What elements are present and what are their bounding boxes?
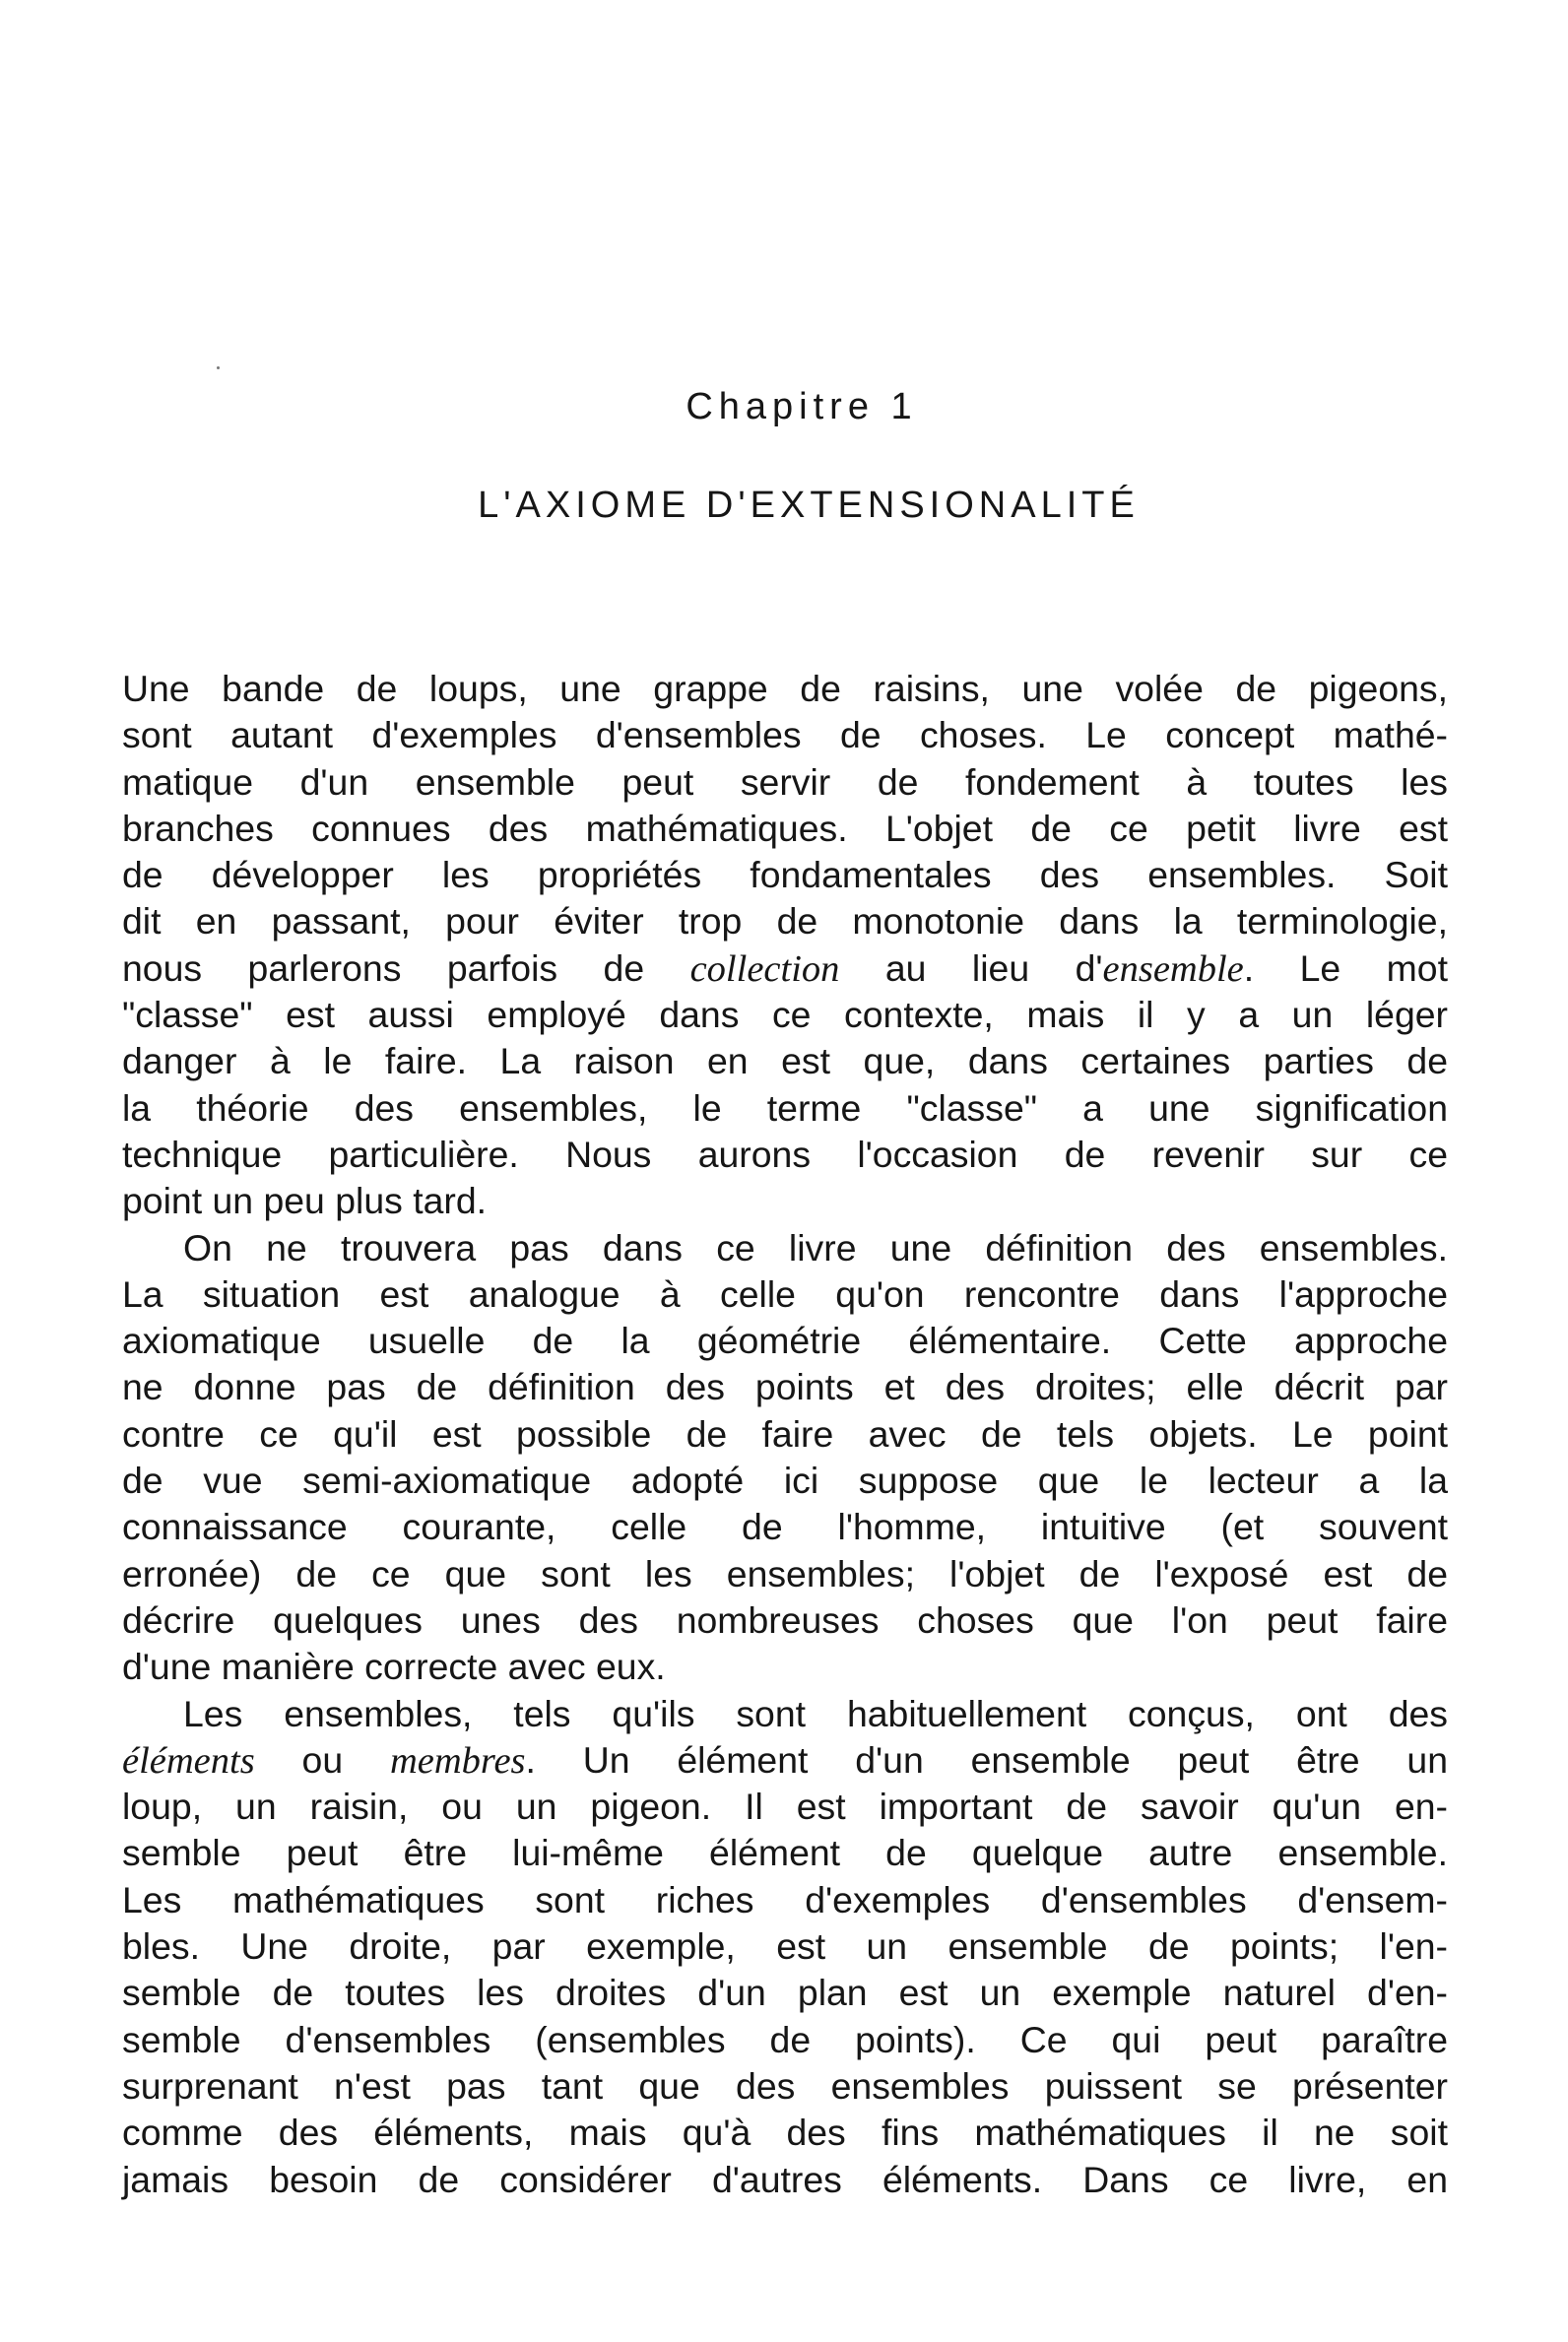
text-segment: décrire quelques unes des nombreuses choses que l'on peut faire xyxy=(122,1598,1448,1641)
text-segment: Les ensembles, tels qu'ils sont habituellement conçus, ont des xyxy=(183,1692,1448,1734)
text-segment: jamais besoin de considérer d'autres éléments. Dans ce livre, en xyxy=(122,2158,1448,2200)
text-segment: . Un élément d'un ensemble peut être un xyxy=(525,1738,1448,1781)
text-line xyxy=(122,1877,1448,1923)
italic-term: collection xyxy=(689,947,840,990)
text-line xyxy=(122,712,1448,758)
text-segment: connaissance courante, celle de l'homme, intuitive (et souvent xyxy=(122,1506,1448,1548)
text-segment: matique d'un ensemble peut servir de fondement à toutes les xyxy=(122,760,1448,803)
text-segment: "classe" est aussi employé dans ce contexte, mais il y a un léger xyxy=(122,994,1448,1036)
chapter-title: L'AXIOME D'EXTENSIONALITÉ xyxy=(478,485,1140,526)
text-line xyxy=(122,1970,1448,2016)
text-line xyxy=(122,2017,1448,2063)
text-segment: dit en passant, pour éviter trop de monotonie dans la terminologie, xyxy=(122,900,1448,943)
text-line xyxy=(122,1364,1448,1410)
text-line xyxy=(122,806,1448,852)
text-line xyxy=(122,1551,1448,1597)
text-line xyxy=(122,1458,1448,1504)
italic-term: ensemble xyxy=(1102,947,1244,990)
text-segment: Une bande de loups, une grappe de raisins, une volée de pigeons, xyxy=(122,668,1448,709)
text-segment: semble de toutes les droites d'un plan est un exemple naturel d'en- xyxy=(122,1972,1448,2014)
text-line xyxy=(122,1271,1448,1318)
text-segment: au lieu d' xyxy=(839,946,1103,989)
text-line xyxy=(122,1597,1448,1644)
text-line xyxy=(122,1411,1448,1458)
text-segment: comme des éléments, mais qu'à des fins mathématiques il ne soit xyxy=(122,2112,1448,2154)
text-segment: technique particulière. Nous aurons l'occasion de revenir sur ce xyxy=(122,1133,1448,1175)
text-segment: La situation est analogue à celle qu'on rencontre dans l'approche xyxy=(122,1272,1448,1315)
text-line xyxy=(122,898,1448,944)
text-line xyxy=(122,1737,1448,1784)
text-segment: sont autant d'exemples d'ensembles de choses. Le concept mathé- xyxy=(122,714,1448,756)
text-segment: loup, un raisin, ou un pigeon. Il est important de savoir qu'un en- xyxy=(122,1786,1448,1828)
text-line xyxy=(122,666,1448,712)
text-line xyxy=(122,1504,1448,1550)
chapter-label: Chapitre 1 xyxy=(686,386,918,427)
text-segment: point un peu plus tard. xyxy=(122,1180,488,1222)
text-line xyxy=(122,2110,1448,2156)
italic-term: membres xyxy=(389,1739,526,1782)
text-segment: semble d'ensembles (ensembles de points). Ce qui peut paraître xyxy=(122,2018,1448,2060)
text-line xyxy=(122,1923,1448,1970)
text-segment: On ne trouvera pas dans ce livre une définition des ensembles. xyxy=(183,1226,1448,1269)
text-line xyxy=(122,1178,1448,1224)
text-segment: surprenant n'est pas tant que des ensembles puissent se présenter xyxy=(122,2064,1448,2107)
text-line xyxy=(122,1691,1448,1737)
text-line xyxy=(122,1784,1448,1830)
scan-speck xyxy=(217,366,220,369)
text-segment: de vue semi-axiomatique adopté ici suppose que le lecteur a la xyxy=(122,1460,1448,1502)
italic-term: éléments xyxy=(122,1739,255,1782)
text-segment: Les mathématiques sont riches d'exemples d'ensembles d'ensem- xyxy=(122,1878,1448,1920)
text-line xyxy=(122,852,1448,898)
text-line xyxy=(122,1644,1448,1690)
text-line xyxy=(122,1318,1448,1364)
text-segment: bles. Une droite, par exemple, est un ensemble de points; l'en- xyxy=(122,1925,1448,1968)
text-segment: erronée) de ce que sont les ensembles; l'objet de l'exposé est de xyxy=(122,1552,1448,1594)
text-segment: la théorie des ensembles, le terme "classe" a une signification xyxy=(122,1086,1448,1129)
text-line xyxy=(122,1132,1448,1178)
text-segment: . Le mot xyxy=(1243,946,1448,989)
text-line xyxy=(122,1085,1448,1132)
text-segment: nous parlerons parfois de xyxy=(122,946,690,989)
text-segment: ne donne pas de définition des points et des droites; elle décrit par xyxy=(122,1366,1448,1408)
text-line xyxy=(122,945,1448,992)
text-line xyxy=(122,1038,1448,1084)
text-segment: de développer les propriétés fondamentales des ensembles. Soit xyxy=(122,854,1448,896)
text-segment: ou xyxy=(254,1738,390,1781)
text-line xyxy=(122,1830,1448,1876)
text-segment: danger à le faire. La raison en est que, dans certaines parties de xyxy=(122,1040,1448,1082)
text-line xyxy=(122,2157,1448,2203)
text-segment: d'une manière correcte avec eux. xyxy=(122,1646,666,1688)
text-line xyxy=(122,2063,1448,2110)
text-segment: branches connues des mathématiques. L'objet de ce petit livre est xyxy=(122,807,1448,849)
text-segment: axiomatique usuelle de la géométrie élémentaire. Cette approche xyxy=(122,1320,1448,1362)
text-line xyxy=(122,759,1448,806)
body-text xyxy=(122,666,1448,2203)
text-line xyxy=(122,992,1448,1038)
text-line xyxy=(122,1225,1448,1271)
text-segment: contre ce qu'il est possible de faire avec de tels objets. Le point xyxy=(122,1412,1448,1455)
text-segment: semble peut être lui-même élément de quelque autre ensemble. xyxy=(122,1832,1448,1874)
